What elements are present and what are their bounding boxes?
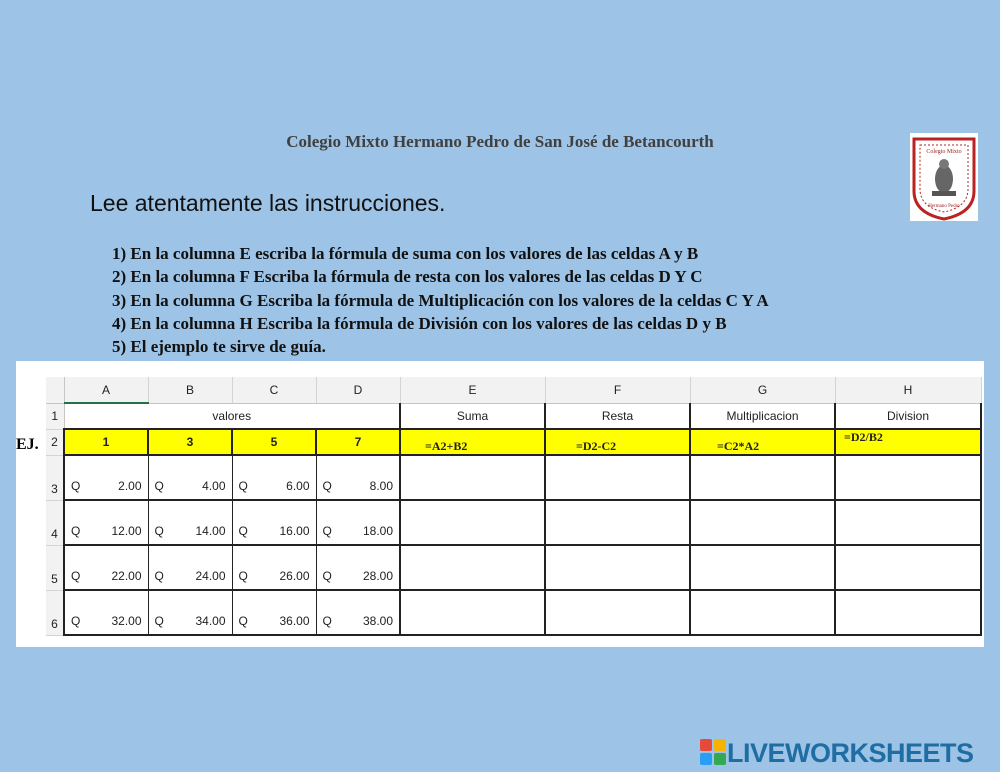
liveworksheets-logo-icon [700, 739, 726, 765]
suma-header: Suma [400, 403, 545, 429]
instruction-item: 4) En la columna H Escriba la fórmula de División con los valores de las celdas D y B [112, 313, 727, 333]
formula-multiplicacion: =C2*A2 [690, 429, 835, 455]
value-cell: Q 22.00 [64, 545, 148, 590]
svg-text:Colegio Mixto: Colegio Mixto [926, 149, 962, 155]
column-header-a: A [64, 377, 148, 403]
answer-cell-e5[interactable] [400, 545, 545, 590]
answer-cell-g4[interactable] [690, 500, 835, 545]
example-cell-b2: 3 [148, 429, 232, 455]
answer-cell-h6[interactable] [835, 590, 981, 635]
row-header-5: 5 [46, 545, 64, 590]
answer-cell-g5[interactable] [690, 545, 835, 590]
intro-text: Lee atentamente las instrucciones. [90, 190, 446, 216]
value-cell: Q 4.00 [148, 455, 232, 500]
value-cell: Q 34.00 [148, 590, 232, 635]
resta-header: Resta [545, 403, 690, 429]
answer-cell-h3[interactable] [835, 455, 981, 500]
spreadsheet-grid [46, 377, 982, 636]
school-name: Colegio Mixto Hermano Pedro de San José de Betancourth [286, 132, 714, 151]
row-header-4: 4 [46, 500, 64, 545]
division-header: Division [835, 403, 981, 429]
instruction-item: 5) El ejemplo te sirve de guía. [112, 337, 326, 357]
answer-cell-f4[interactable] [545, 500, 690, 545]
spreadsheet-image [16, 361, 984, 647]
value-cell: Q 38.00 [316, 590, 400, 635]
answer-cell-g6[interactable] [690, 590, 835, 635]
school-crest-icon [910, 133, 978, 221]
value-cell: Q 18.00 [316, 500, 400, 545]
row-header-3: 3 [46, 455, 64, 500]
instruction-item: 2) En la columna F Escriba la fórmula de resta con los valores de las celdas D Y C [112, 267, 703, 287]
liveworksheets-brand[interactable] [700, 738, 974, 769]
value-cell: Q 6.00 [232, 455, 316, 500]
instructions-list [112, 242, 769, 358]
answer-cell-f6[interactable] [545, 590, 690, 635]
formula-division: =D2/B2 [835, 429, 981, 455]
example-label: EJ. [16, 436, 39, 453]
value-cell: Q 12.00 [64, 500, 148, 545]
instruction-item: 3) En la columna G Escriba la fórmula de Multiplicación con los valores de la celdas C Y A [112, 290, 769, 310]
answer-cell-g3[interactable] [690, 455, 835, 500]
valores-header: valores [64, 403, 400, 429]
column-header-d: D [316, 377, 400, 403]
answer-cell-e4[interactable] [400, 500, 545, 545]
value-cell: Q 2.00 [64, 455, 148, 500]
row-header-2: 2 [46, 429, 64, 455]
column-header-e: E [400, 377, 545, 403]
example-cell-c2: 5 [232, 429, 316, 455]
value-cell: Q 36.00 [232, 590, 316, 635]
column-header-g: G [690, 377, 835, 403]
answer-cell-f3[interactable] [545, 455, 690, 500]
value-cell: Q 32.00 [64, 590, 148, 635]
instruction-item: 1) En la columna E escriba la fórmula de suma con los valores de las celdas A y B [112, 244, 699, 263]
formula-suma: =A2+B2 [400, 429, 545, 455]
column-header-c: C [232, 377, 316, 403]
school-logo [910, 133, 978, 221]
column-header-b: B [148, 377, 232, 403]
column-header-h: H [835, 377, 981, 403]
example-cell-a2: 1 [64, 429, 148, 455]
answer-cell-h5[interactable] [835, 545, 981, 590]
value-cell: Q 28.00 [316, 545, 400, 590]
value-cell: Q 26.00 [232, 545, 316, 590]
svg-text:Hermano Pedro: Hermano Pedro [928, 204, 960, 209]
formula-resta: =D2-C2 [545, 429, 690, 455]
column-header-f: F [545, 377, 690, 403]
value-cell: Q 14.00 [148, 500, 232, 545]
value-cell: Q 24.00 [148, 545, 232, 590]
example-cell-d2: 7 [316, 429, 400, 455]
row-header-6: 6 [46, 590, 64, 635]
value-cell: Q 16.00 [232, 500, 316, 545]
brand-text: LIVEWORKSHEETS [727, 738, 974, 768]
answer-cell-h4[interactable] [835, 500, 981, 545]
answer-cell-e3[interactable] [400, 455, 545, 500]
value-cell: Q 8.00 [316, 455, 400, 500]
multiplicacion-header: Multiplicacion [690, 403, 835, 429]
row-header-1: 1 [46, 403, 64, 429]
answer-cell-f5[interactable] [545, 545, 690, 590]
select-all-corner [46, 377, 64, 403]
answer-cell-e6[interactable] [400, 590, 545, 635]
